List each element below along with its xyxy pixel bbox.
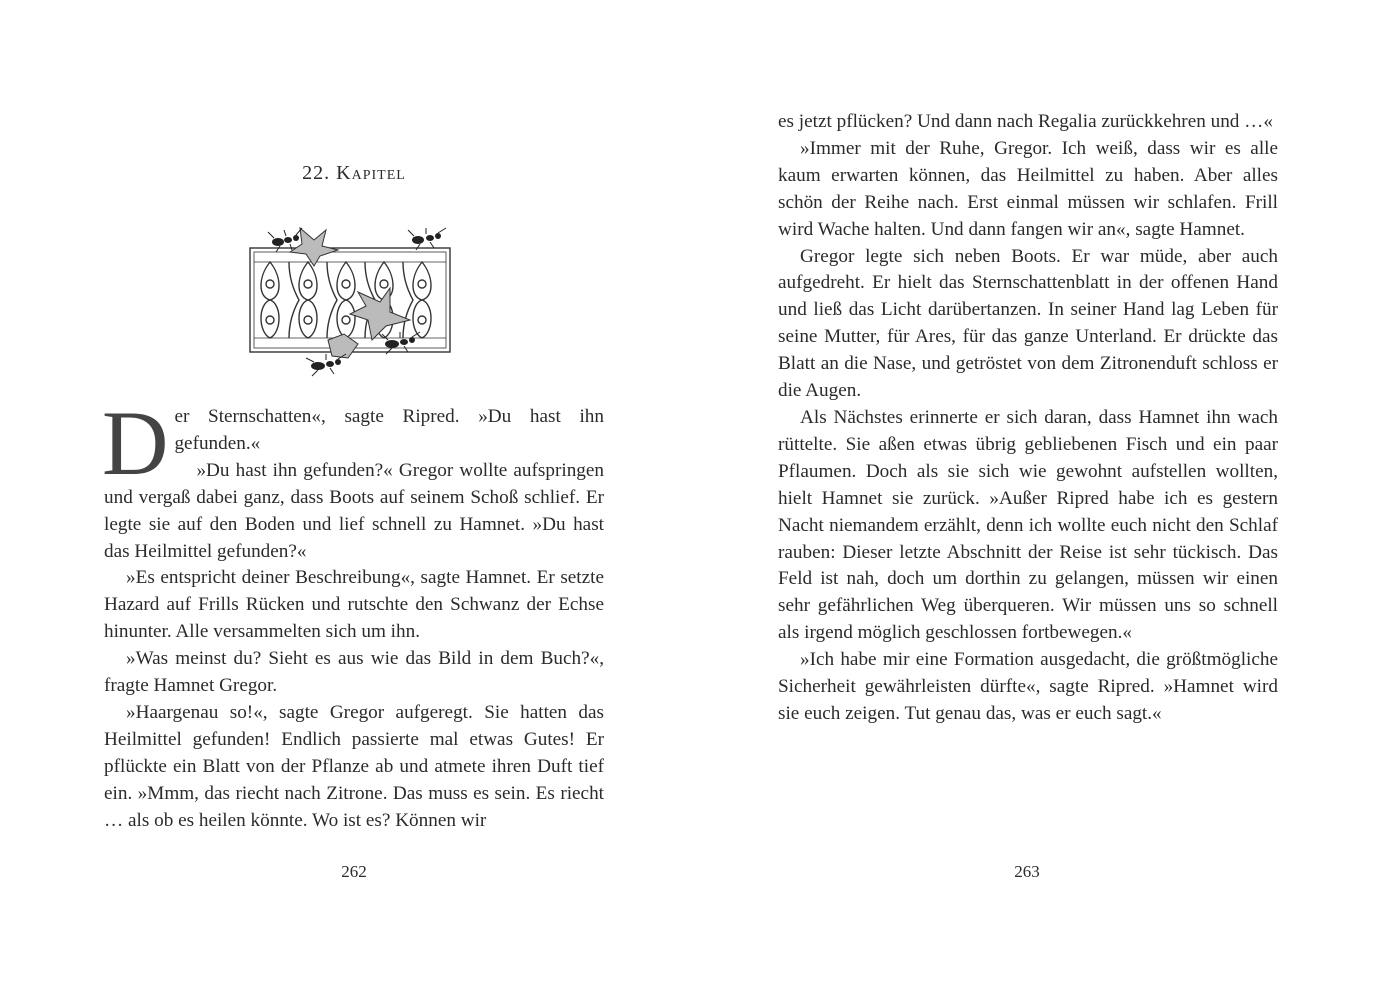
paragraph: »Ich habe mir eine Formation ausgedacht, die größtmögliche Sicherheit gewährleisten dürfte«, sagte Ripred. »Hamnet wird sie euch zeigen. Tut genau das, was er euch sagt.« — [778, 649, 1278, 724]
paragraph-text: er Sternschatten«, sagte Ripred. »Du hast ihn gefunden.« — [174, 406, 604, 454]
right-page — [690, 0, 1381, 1000]
left-page-text — [102, 392, 604, 835]
paragraph: »Es entspricht deiner Beschreibung«, sagte Hamnet. Er setzte Hazard auf Frills Rücken und rutschte den Schwanz der Echse hinunter. Alle versammelten sich um ihn. — [104, 567, 604, 643]
paragraph: »Was meinst du? Sieht es aus wie das Bild in dem Buch?«, fragte Hamnet Gregor. — [104, 648, 604, 697]
paragraph: Als Nächstes erinnerte er sich daran, dass Hamnet ihn wach rüttelte. Sie aßen etwas übrig gebliebenen Fisch und ein paar Pflaumen. Doch als sie sich wie gewohnt aufstellen wollten, hielt Hamnet sie zurück. »Außer Ripred habe ich es gestern Nacht niemandem erzählt, denn ich wollte euch nicht den Schlaf rauben: Dieser letzte Abschnitt der Reise ist sehr tückisch. Das Feld ist nah, doch um dorthin zu gelangen, müssen wir einen sehr gefährlichen Weg überqueren. Wir müssen uns so schnell als irgend möglich geschlossen fortbewegen.« — [778, 406, 1278, 644]
paragraph: »Immer mit der Ruhe, Gregor. Ich weiß, dass wir es alle kaum erwarten können, das Heilmittel zu haben. Aber alles schön der Reihe nach. Erst einmal müssen wir schlafen. Frill wird Wache halten. Und dann fangen wir an«, sagte Hamnet. — [778, 137, 1278, 240]
page-number: 263 — [1014, 862, 1040, 881]
page-number: 262 — [341, 862, 367, 881]
ants-and-leaves-railing-illustration-icon — [240, 222, 470, 382]
paragraph: Gregor legte sich neben Boots. Er war müde, aber auch aufgedreht. Er hielt das Sternschattenblatt in der offenen Hand und ließ das Licht darübertanzen. In seiner Hand lag Leben für seine Mutter, für Ares, für das ganze Unterland. Er drückte das Blatt an die Nase, und getröstet von dem Zitronenduft schloss er die Augen. — [778, 245, 1278, 402]
paragraph — [102, 392, 604, 494]
paragraph: es jetzt pflücken? Und dann nach Regalia zurückkehren und …« — [778, 111, 1273, 132]
right-page-text — [778, 109, 1278, 728]
chapter-title: 22. Kapitel — [302, 162, 406, 184]
left-page — [0, 0, 690, 1000]
paragraph: »Du hast ihn gefunden?« Gregor wollte aufspringen und vergaß dabei ganz, dass Boots auf seinem Schoß schlief. Er legte sie auf den Boden und lief schnell zu Hamnet. »Du hast das Heilmittel gefunden?« — [104, 459, 604, 562]
paragraph: »Haargenau so!«, sagte Gregor aufgeregt. Sie hatten das Heilmittel gefunden! Endlich passierte mal etwas Gutes! Er pflückte ein Blatt von der Pflanze ab und atmete ihren Duft tief ein. »Mmm, das riecht nach Zitrone. Das muss es sein. Es riecht … als ob es heilen könnte. Wo ist es? Können wir — [104, 701, 604, 831]
drop-cap: D — [102, 392, 169, 494]
